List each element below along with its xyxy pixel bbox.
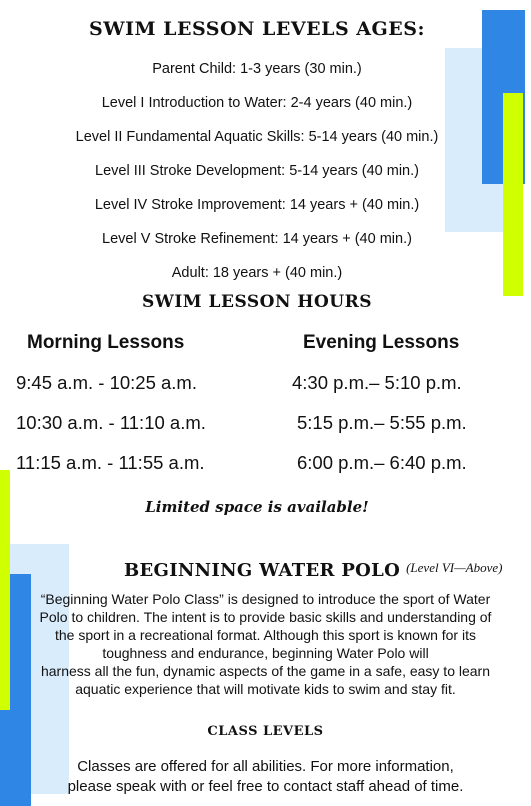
- description-line: “Beginning Water Polo Class” is designed to introduce the sport of Water: [40, 591, 491, 607]
- evening-time: 6:00 p.m.– 6:40 p.m.: [297, 452, 467, 473]
- evening-time: 5:15 p.m.– 5:55 p.m.: [297, 412, 467, 433]
- evening-time: 4:30 p.m.– 5:10 p.m.: [292, 372, 462, 393]
- water-polo-description: [0, 590, 531, 698]
- description-line: aquatic experience that will motivate kids to swim and stay fit.: [75, 681, 456, 697]
- level-item: Level IV Stroke Improvement: 14 years + (40 min.): [94, 197, 420, 213]
- level-item: Adult: 18 years + (40 min.): [171, 265, 343, 281]
- morning-heading: Morning Lessons: [27, 332, 185, 353]
- evening-heading: Evening Lessons: [303, 332, 460, 353]
- description-line: Classes are offered for all abilities. For more information,: [77, 758, 454, 775]
- class-levels-title: CLASS LEVELS: [207, 724, 324, 739]
- water-polo-heading: [124, 560, 502, 581]
- level-item: Level I Introduction to Water: 2-4 years (40 min.): [101, 95, 413, 111]
- page-title: SWIM LESSON LEVELS AGES:: [89, 18, 425, 40]
- water-polo-title: BEGINNING WATER POLO: [124, 560, 401, 581]
- morning-time: 11:15 a.m. - 11:55 a.m.: [16, 452, 205, 473]
- limited-space-note: Limited space is available!: [145, 498, 369, 516]
- level-item: Level III Stroke Development: 5-14 years (40 min.): [95, 163, 419, 179]
- hours-title: SWIM LESSON HOURS: [141, 292, 372, 312]
- water-polo-subtitle: (Level VI—Above): [406, 560, 503, 575]
- description-line: the sport in a recreational format. Although this sport is known for its: [55, 627, 476, 643]
- level-item: Level V Stroke Refinement: 14 years + (40 min.): [102, 231, 412, 247]
- level-item: Parent Child: 1-3 years (30 min.): [152, 61, 362, 77]
- description-line: Polo to children. The intent is to provide basic skills and understanding of: [39, 609, 492, 625]
- levels-list: [0, 57, 514, 295]
- morning-time: 10:30 a.m. - 11:10 a.m.: [16, 412, 206, 433]
- level-item: Level II Fundamental Aquatic Skills: 5-14 years (40 min.): [75, 129, 439, 145]
- description-line: toughness and endurance, beginning Water Polo will: [102, 645, 429, 661]
- morning-time: 9:45 a.m. - 10:25 a.m.: [16, 372, 197, 393]
- description-line: please speak with or feel free to contact staff ahead of time.: [67, 778, 464, 795]
- description-line: harness all the fun, dynamic aspects of the game in a safe, easy to learn: [40, 663, 491, 679]
- class-levels-description: [0, 757, 531, 797]
